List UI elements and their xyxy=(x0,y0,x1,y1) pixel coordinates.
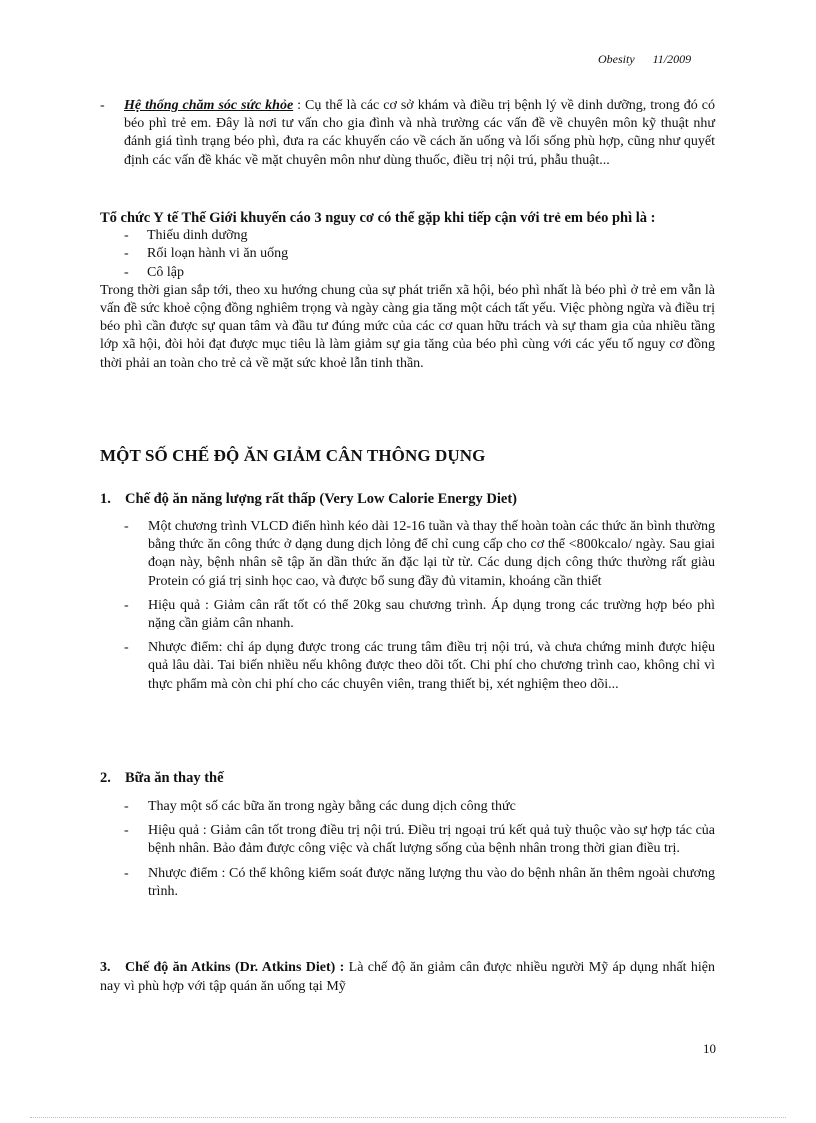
list-item: - Nhược điểm : Có thể không kiểm soát được năng lượng thu vào do bệnh nhân ăn thêm ngoài chương trình. xyxy=(124,865,715,899)
who-block xyxy=(100,209,715,373)
health-system-item xyxy=(100,97,715,170)
list-item: - Thiếu dinh dưỡng xyxy=(124,228,248,244)
list-item: - Rối loạn hành vi ăn uống xyxy=(124,246,289,262)
health-system-text: : Cụ thể là các cơ sở khám và điều trị bệnh lý về dinh dưỡng, trong đó có béo phì trẻ em. Đây là nơi tư vấn cho gia đình và nhà trường các vấn đề về chuyên môn kỹ thuật như đánh giá tình trạng béo phì, đưa ra các khuyến cáo về cách ăn uống và lối sống phù hợp, cũng như quyết định các vấn đề khác về mặt chuyên môn như dùng thuốc, điều trị nội trú, phẫu thuật... xyxy=(124,98,716,168)
diet3-text: Là chế độ ăn giảm cân được nhiều người Mỹ áp dụng nhất hiện nay vì phù hợp với tập quán ăn uống tại Mỹ xyxy=(100,960,716,994)
diet3-block: 3. Chế độ ăn Atkins (Dr. Atkins Diet) : Là chế độ ăn giảm cân được nhiều người Mỹ áp dụng nhất hiện nay vì phù hợp với tập quán ăn uống tại Mỹ xyxy=(100,960,716,994)
diet3-title: Chế độ ăn Atkins (Dr. Atkins Diet) : xyxy=(125,960,345,975)
who-heading: Tổ chức Y tế Thế Giới khuyến cáo 3 nguy cơ có thể gặp khi tiếp cận với trẻ em béo phì là : xyxy=(100,210,656,226)
running-header xyxy=(598,52,691,67)
page-bottom-divider xyxy=(30,1117,786,1118)
list-item: - Hiệu quả : Giảm cân rất tốt có thể 20kg sau chương trình. Áp dụng trong các trường hợp béo phì nặng cần giảm cân nhanh. xyxy=(124,597,715,632)
risk-list xyxy=(100,227,715,282)
list-item: - Hiệu quả : Giảm cân tốt trong điều trị nội trú. Điều trị ngoại trú kết quả tuỳ thuộc vào sự hợp tác của bệnh nhân. Bảo đảm được công việc và chất lượng sống của bệnh nhân trong thời gian điều trị. xyxy=(124,823,715,857)
diet1-heading: 1. Chế độ ăn năng lượng rất thấp (Very Low Calorie Energy Diet) xyxy=(100,491,517,507)
page-number: 10 xyxy=(703,1041,716,1056)
health-system-block xyxy=(100,97,715,170)
list-item: - Một chương trình VLCD điển hình kéo dài 12-16 tuần và thay thế hoàn toàn các thức ăn bình thường bằng thức ăn công thức ở dạng dung dịch lỏng để chỉ cung cấp cho cơ thể <800kcalo/ ngày. Sau giai đoạn này, bệnh nhân sẽ tập ăn dần thức ăn đặc lại từ từ. Các dung dịch công thức thường rất giàu Protein có giá trị sinh học cao, và được bổ sung đầy đủ vitamin, khoáng cần thiết xyxy=(124,519,715,589)
diet1-items xyxy=(124,518,715,700)
header-date: 11/2009 xyxy=(652,52,692,66)
diet2-heading: 2. Bữa ăn thay thế xyxy=(100,770,224,786)
diet2-items xyxy=(124,798,715,907)
list-item: - Cô lập xyxy=(124,264,184,280)
diet1-title: Chế độ ăn năng lượng rất thấp (Very Low Calorie Energy Diet) xyxy=(125,491,517,507)
bullet-dash: - xyxy=(100,98,105,113)
section-title: MỘT SỐ CHẾ ĐỘ ĂN GIẢM CÂN THÔNG DỤNG xyxy=(100,446,486,465)
header-title: Obesity xyxy=(598,52,635,66)
diet2-title: Bữa ăn thay thế xyxy=(125,770,224,786)
list-item: - Thay một số các bữa ăn trong ngày bằng các dung dịch công thức xyxy=(124,799,516,814)
who-paragraph: Trong thời gian sắp tới, theo xu hướng chung của sự phát triển xã hội, béo phì nhất là béo phì ở trẻ em vẫn là vấn đề sức khoẻ cộng đồng nghiêm trọng và ngày càng gia tăng một cách tất yếu. Việc phòng ngừa và điều trị béo phì cần được sự quan tâm và đầu tư đúng mức của các cơ quan hữu trách và sự tham gia của nhiều tầng lớp xã hội, đòi hỏi đạt được mục tiêu là làm giảm sự gia tăng của béo phì cùng với các yếu tố nguy cơ đồng thời phải an toàn cho trẻ cả về mặt sức khoẻ lẫn tinh thần. xyxy=(100,282,715,371)
health-system-label: Hệ thống chăm sóc sức khỏe xyxy=(124,98,294,113)
list-item: - Nhược điểm: chỉ áp dụng được trong các trung tâm điều trị nội trú, và chưa chứng minh được hiệu quả lâu dài. Tai biến nhiều nếu không được theo dõi tốt. Chi phí cho chương trình cao, không chỉ vì thực phẩm mà còn chi phí cho các chuyên viên, trang thiết bị, xét nghiệm theo dõi... xyxy=(124,640,715,692)
